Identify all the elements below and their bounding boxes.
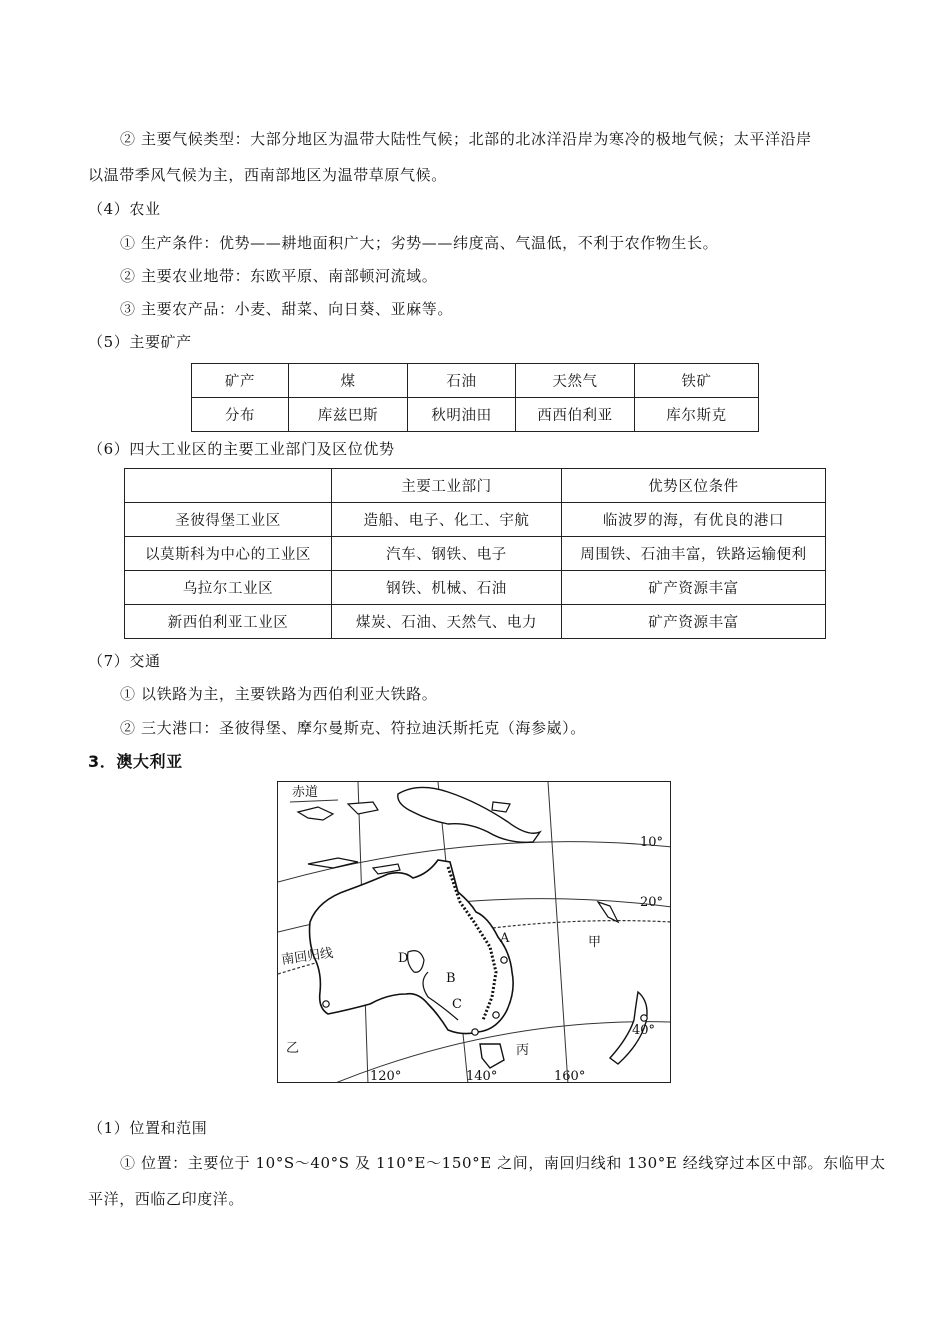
label-equator: 赤道: [292, 785, 319, 800]
label-jia: 甲: [588, 935, 602, 950]
tasmania-shape: [480, 1044, 504, 1068]
table-cell: 库兹巴斯: [289, 398, 408, 432]
table-cell: 矿产资源丰富: [562, 571, 826, 605]
island-shape: [298, 807, 333, 820]
city-marker: [493, 1012, 499, 1018]
island-shape: [598, 902, 618, 922]
table-row: [125, 571, 826, 605]
label-lat-40: 40°: [632, 1023, 656, 1038]
longitude-160-line: [548, 782, 568, 1083]
table-cell: 优势区位条件: [562, 469, 826, 503]
island-shape: [308, 858, 358, 868]
table-cell: 天然气: [516, 364, 635, 398]
australia-map: [277, 781, 671, 1083]
label-b: B: [446, 971, 456, 986]
city-marker: [501, 957, 507, 963]
label-lat-10: 10°: [640, 835, 664, 850]
section-title-australia: 3．澳大利亚: [88, 752, 183, 771]
table-row: [125, 469, 826, 503]
position-heading: （1）位置和范围: [88, 1119, 208, 1137]
table-cell: 煤: [289, 364, 408, 398]
new-guinea-shape: [398, 787, 540, 842]
australia-mainland-shape: [310, 860, 514, 1034]
label-lon-140: 140°: [466, 1069, 498, 1083]
table-cell: 主要工业部门: [332, 469, 562, 503]
city-marker: [323, 1001, 329, 1007]
industry-table: [124, 468, 826, 639]
minerals-heading: （5）主要矿产: [88, 333, 192, 351]
city-marker: [472, 1029, 478, 1035]
table-cell: 临波罗的海，有优良的港口: [562, 503, 826, 537]
table-cell: 矿产: [192, 364, 289, 398]
table-cell: 矿产资源丰富: [562, 605, 826, 639]
table-cell: 库尔斯克: [635, 398, 759, 432]
table-cell: [125, 469, 332, 503]
table-cell: 汽车、钢铁、电子: [332, 537, 562, 571]
transport-item-2: ② 三大港口：圣彼得堡、摩尔曼斯克、符拉迪沃斯托克（海参崴）。: [120, 719, 586, 737]
table-cell: 煤炭、石油、天然气、电力: [332, 605, 562, 639]
table-cell: 周围铁、石油丰富，铁路运输便利: [562, 537, 826, 571]
climate-line-2: 以温带季风气候为主，西南部地区为温带草原气候。: [88, 166, 447, 184]
table-cell: 秋明油田: [408, 398, 516, 432]
transport-item-1: ① 以铁路为主，主要铁路为西伯利亚大铁路。: [120, 685, 438, 703]
table-cell: 新西伯利亚工业区: [125, 605, 332, 639]
table-row: [125, 605, 826, 639]
table-cell: 铁矿: [635, 364, 759, 398]
label-lon-160: 160°: [554, 1069, 586, 1083]
equator-line: [290, 800, 338, 802]
minerals-table: [191, 363, 759, 432]
table-cell: 钢铁、机械、石油: [332, 571, 562, 605]
position-line-2: 平洋，西临乙印度洋。: [88, 1190, 245, 1208]
island-shape: [492, 802, 510, 812]
label-tropic: 南回归线: [280, 945, 335, 968]
position-line-1: ① 位置：主要位于 10°S～40°S 及 110°E～150°E 之间，南回归线和 130°E 经线穿过本区中部。东临甲太: [120, 1154, 886, 1172]
australia-map-svg: [278, 782, 671, 1083]
climate-line-1: ② 主要气候类型：大部分地区为温带大陆性气候；北部的北冰洋沿岸为寒冷的极地气候；太平洋沿岸: [120, 130, 812, 148]
label-d: D: [398, 951, 409, 966]
agriculture-item-2: ② 主要农业地带：东欧平原、南部顿河流域。: [120, 267, 438, 285]
label-yi: 乙: [286, 1041, 300, 1056]
table-cell: 圣彼得堡工业区: [125, 503, 332, 537]
label-a: A: [500, 931, 510, 946]
island-shape: [348, 802, 378, 814]
agriculture-item-3: ③ 主要农产品：小麦、甜菜、向日葵、亚麻等。: [120, 300, 453, 318]
table-cell: 西西伯利亚: [516, 398, 635, 432]
agriculture-item-1: ① 生产条件：优势——耕地面积广大；劣势——纬度高、气温低，不利于农作物生长。: [120, 234, 719, 252]
transport-heading: （7）交通: [88, 652, 161, 670]
table-cell: 造船、电子、化工、宇航: [332, 503, 562, 537]
table-cell: 石油: [408, 364, 516, 398]
table-row: [125, 537, 826, 571]
table-row: [192, 398, 759, 432]
table-row: [192, 364, 759, 398]
label-lon-120: 120°: [370, 1069, 402, 1083]
table-cell: 乌拉尔工业区: [125, 571, 332, 605]
city-marker: [641, 1015, 647, 1021]
table-row: [125, 503, 826, 537]
label-lat-20: 20°: [640, 895, 664, 910]
industry-heading: （6）四大工业区的主要工业部门及区位优势: [88, 440, 395, 458]
label-bing: 丙: [516, 1043, 530, 1058]
table-cell: 以莫斯科为中心的工业区: [125, 537, 332, 571]
table-cell: 分布: [192, 398, 289, 432]
agriculture-heading: （4）农业: [88, 200, 161, 218]
label-c: C: [452, 997, 462, 1012]
